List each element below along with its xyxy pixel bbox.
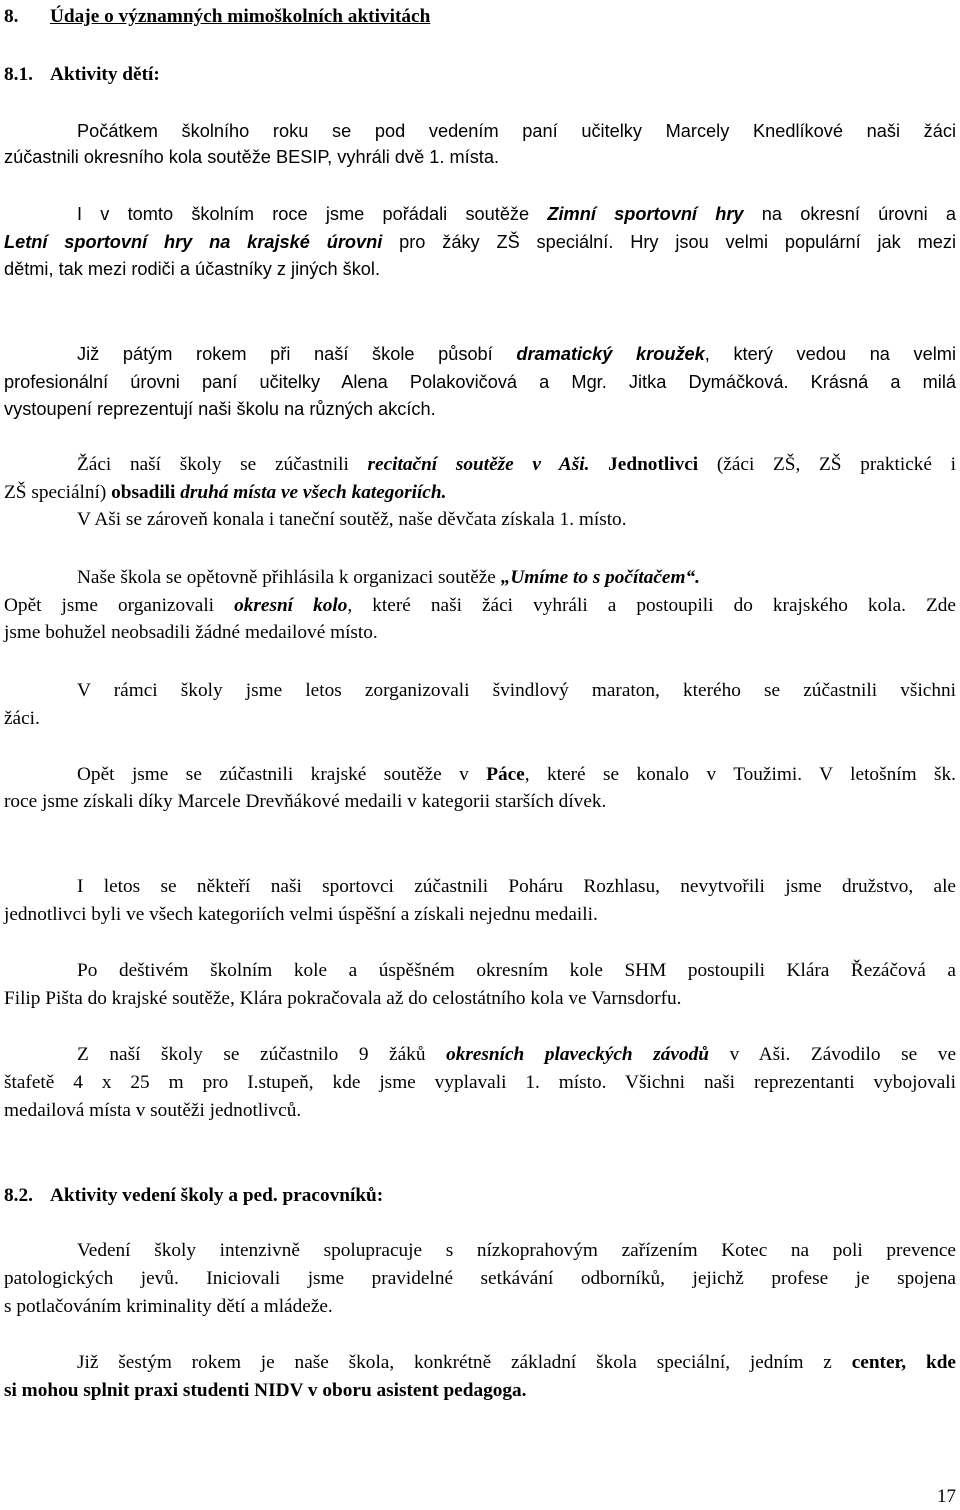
- paragraph-radio-cup-line-2: jednotlivci byli ve všech kategoriích velmi úspěšní a získali nejednu medaili.: [4, 904, 598, 925]
- swimming-races-title: okresních plaveckých závodů: [446, 1044, 709, 1065]
- page-number: 17: [937, 1486, 956, 1507]
- summer-games-title: Letní sportovní hry na krajské úrovni: [4, 232, 383, 252]
- section-8-heading: [4, 4, 956, 30]
- paragraph-radio-cup-line-1: I letos se někteří naši sportovci zúčastnili Poháru Rozhlasu, nevytvořili jsme družstvo, ale: [77, 876, 956, 897]
- recitation-contest-title: recitační soutěže v Aši.: [367, 454, 590, 475]
- paragraph-sport-games-line-1: I v tomto školním roce jsme pořádali soutěže Zimní sportovní hry na okresní úrovni a: [77, 204, 956, 224]
- paragraph-shm-line-1: Po deštivém školním kole a úspěšném okresním kole SHM postoupili Klára Řezáčová a: [77, 960, 956, 981]
- paragraph-shm-line-2: Filip Pišta do krajské soutěže, Klára pokračovala až do celostátního kola ve Varnsdorfu.: [4, 988, 682, 1009]
- paragraph-recitation-line-3: V Aši se zároveň konala i taneční soutěž, naše děvčata získala 1. místo.: [77, 509, 627, 530]
- paragraph-marathon-line-1: V rámci školy jsme letos zorganizovali švindlový maraton, kterého se zúčastnili všichni: [77, 680, 956, 701]
- drama-club-title: dramatický kroužek: [516, 344, 705, 364]
- paragraph-recitation-line-1: Žáci naší školy se zúčastnili recitační soutěže v Aši. Jednotlivci (žáci ZŠ, ZŠ praktické i: [77, 454, 956, 475]
- paragraph-prevention-line-1: Vedení školy intenzivně spolupracuje s nízkoprahovým zařízením Kotec na poli prevence: [77, 1240, 956, 1261]
- paragraph-drama-line-3: vystoupení reprezentují naši školu na různých akcích.: [4, 399, 436, 419]
- section-8-1-number: 8.1.: [4, 64, 33, 85]
- winter-games-title: Zimní sportovní hry: [547, 204, 744, 224]
- paragraph-recitation-line-2: ZŠ speciální) obsadili druhá místa ve všech kategoriích.: [4, 482, 447, 503]
- paragraph-marathon-line-2: žáci.: [4, 708, 40, 729]
- paragraph-computer-contest-line-1: Naše škola se opětovně přihlásila k organizaci soutěže „Umíme to s počítačem“.: [77, 567, 700, 588]
- paragraph-arm-wrestling-line-2: roce jsme získali díky Marcele Drevňákové medaili v kategorii starších dívek.: [4, 791, 607, 812]
- section-8-2-heading: [4, 1183, 956, 1209]
- section-8-1-title: Aktivity dětí:: [50, 64, 160, 85]
- paragraph-prevention-line-3: s potlačováním kriminality dětí a mládeže.: [4, 1296, 333, 1317]
- paragraph-internship-line-2: si mohou splnit praxi studenti NIDV v oboru asistent pedagoga.: [4, 1380, 527, 1401]
- paragraph-drama-line-1: Již pátým rokem při naší škole působí dramatický kroužek, který vedou na velmi: [77, 344, 956, 364]
- section-8-2-number: 8.2.: [4, 1185, 33, 1206]
- paragraph-prevention-line-2: patologických jevů. Iniciovali jsme pravidelné setkávání odborníků, jejichž profese je spojena: [4, 1268, 956, 1289]
- paragraph-internship-line-1: Již šestým rokem je naše škola, konkrétně základní škola speciální, jedním z center, kde: [77, 1352, 956, 1373]
- paragraph-swimming-line-1: Z naší školy se zúčastnilo 9 žáků okresních plaveckých závodů v Aši. Závodilo se ve: [77, 1044, 956, 1065]
- paragraph-computer-contest-line-3: jsme bohužel neobsadili žádné medailové místo.: [4, 622, 378, 643]
- paragraph-arm-wrestling-line-1: Opět jsme se zúčastnili krajské soutěže v Páce, které se konalo v Toužimi. V letošním šk.: [77, 764, 956, 785]
- paragraph-swimming-line-2: štafetě 4 x 25 m pro I.stupeň, kde jsme vyplavali 1. místo. Všichni naši reprezentanti vybojovali: [4, 1072, 956, 1093]
- paragraph-sport-games-line-2: Letní sportovní hry na krajské úrovni pro žáky ZŠ speciální. Hry jsou velmi populární jak mezi: [4, 232, 956, 252]
- section-8-number: 8.: [4, 6, 19, 27]
- paragraph-sport-games-line-3: dětmi, tak mezi rodiči a účastníky z jiných škol.: [4, 259, 381, 279]
- section-8-1-heading: [4, 62, 956, 88]
- paragraph-swimming-line-3: medailová místa v soutěži jednotlivců.: [4, 1100, 302, 1121]
- section-8-2-title: Aktivity vedení školy a ped. pracovníků:: [50, 1185, 384, 1206]
- computer-contest-title: „Umíme to s počítačem“.: [500, 567, 700, 588]
- paragraph-besip-line-1: Počátkem školního roku se pod vedením paní učitelky Marcely Knedlíkové naši žáci: [77, 121, 956, 141]
- paragraph-computer-contest-line-2: Opět jsme organizovali okresní kolo, které naši žáci vyhráli a postoupili do krajského kola. Zde: [4, 595, 956, 616]
- paragraph-drama-line-2: profesionální úrovni paní učitelky Alena Polakovičová a Mgr. Jitka Dymáčková. Krásná a milá: [4, 372, 956, 392]
- section-8-title: Údaje o významných mimoškolních aktivitách: [50, 6, 431, 27]
- paragraph-besip-line-2: zúčastnili okresního kola soutěže BESIP, vyhráli dvě 1. místa.: [4, 147, 500, 167]
